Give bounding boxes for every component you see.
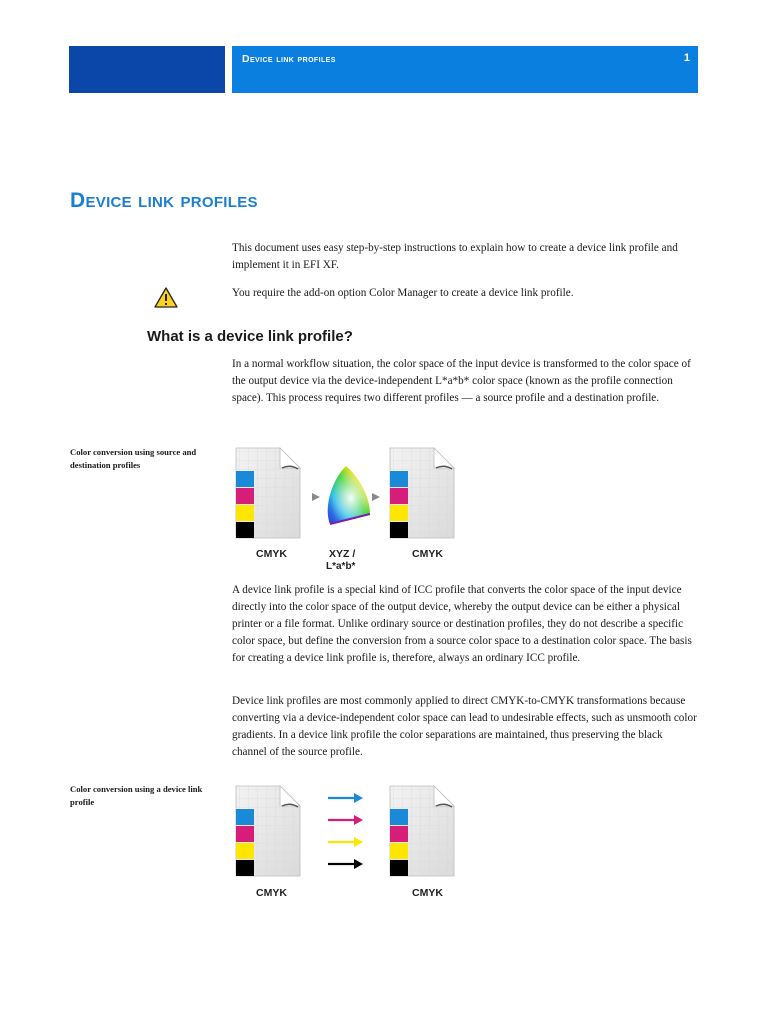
note-text: You require the add-on option Color Manager to create a device link profile. <box>232 287 574 299</box>
intro-paragraph: This document uses easy step-by-step instructions to explain how to create a device link profile and implement it in EFI XF. <box>232 242 678 271</box>
figure1-label-right: CMYK <box>412 548 443 560</box>
warning-icon <box>153 286 179 315</box>
figure2-label-left: CMYK <box>256 887 287 899</box>
cyan-arrow-icon <box>328 793 363 803</box>
figure2-label-right: CMYK <box>412 887 443 899</box>
figure2-diagram <box>230 780 470 910</box>
magenta-arrow-icon <box>328 815 363 825</box>
source-document <box>236 448 300 538</box>
cyan-swatch <box>236 471 254 487</box>
figure2-caption: Color conversion using a device link profile <box>70 784 203 807</box>
header-left-bar <box>69 46 225 93</box>
yellow-arrow-icon <box>328 837 363 847</box>
figure1-label-mid-2: L*a*b* <box>326 561 356 572</box>
header-title: Device link profiles <box>242 53 336 65</box>
black-swatch <box>236 522 254 538</box>
section-paragraph-3: Device link profiles are most commonly applied to direct CMYK-to-CMYK transformations because converting via a device-independent color space can lead to undesirable effects, such as unsmooth color gradients. In a device link profile the color separations are maintained, thus preserving the black channel of the source profile. <box>232 695 697 758</box>
source-document <box>236 786 300 876</box>
destination-document <box>390 786 454 876</box>
destination-document <box>390 448 454 538</box>
figure1-label-mid-1: XYZ / <box>329 548 356 560</box>
black-arrow-icon <box>328 859 363 869</box>
color-gamut-icon <box>328 466 370 524</box>
figure1-label-left: CMYK <box>256 548 287 560</box>
yellow-swatch <box>236 505 254 521</box>
page-number: 1 <box>683 52 690 64</box>
section-paragraph-1: In a normal workflow situation, the color space of the input device is transformed to the color space of the output device via the device-independent L*a*b* color space (known as the profile connection space). This process requires two different profiles — a source profile and a destination profile. <box>232 358 691 404</box>
figure1-diagram <box>230 442 470 582</box>
header-bar <box>232 46 698 93</box>
section-paragraph-2: A device link profile is a special kind of ICC profile that converts the color space of the input device directly into the color space of the output device, whereby the output device can be either a physical printer or a file format. Unlike ordinary source or destination profiles, they do not describe a specific color space, but define the conversion from a source color space to a destination color space. The basis for creating a device link profile is, therefore, always an ordinary ICC profile. <box>232 584 692 664</box>
arrow-right-icon <box>372 493 380 501</box>
section-title: What is a device link profile? <box>147 328 353 345</box>
arrow-right-icon <box>312 493 320 501</box>
figure1-caption: Color conversion using source and destination profiles <box>70 447 197 470</box>
chapter-title: Device link profiles <box>70 189 258 212</box>
magenta-swatch <box>236 488 254 504</box>
